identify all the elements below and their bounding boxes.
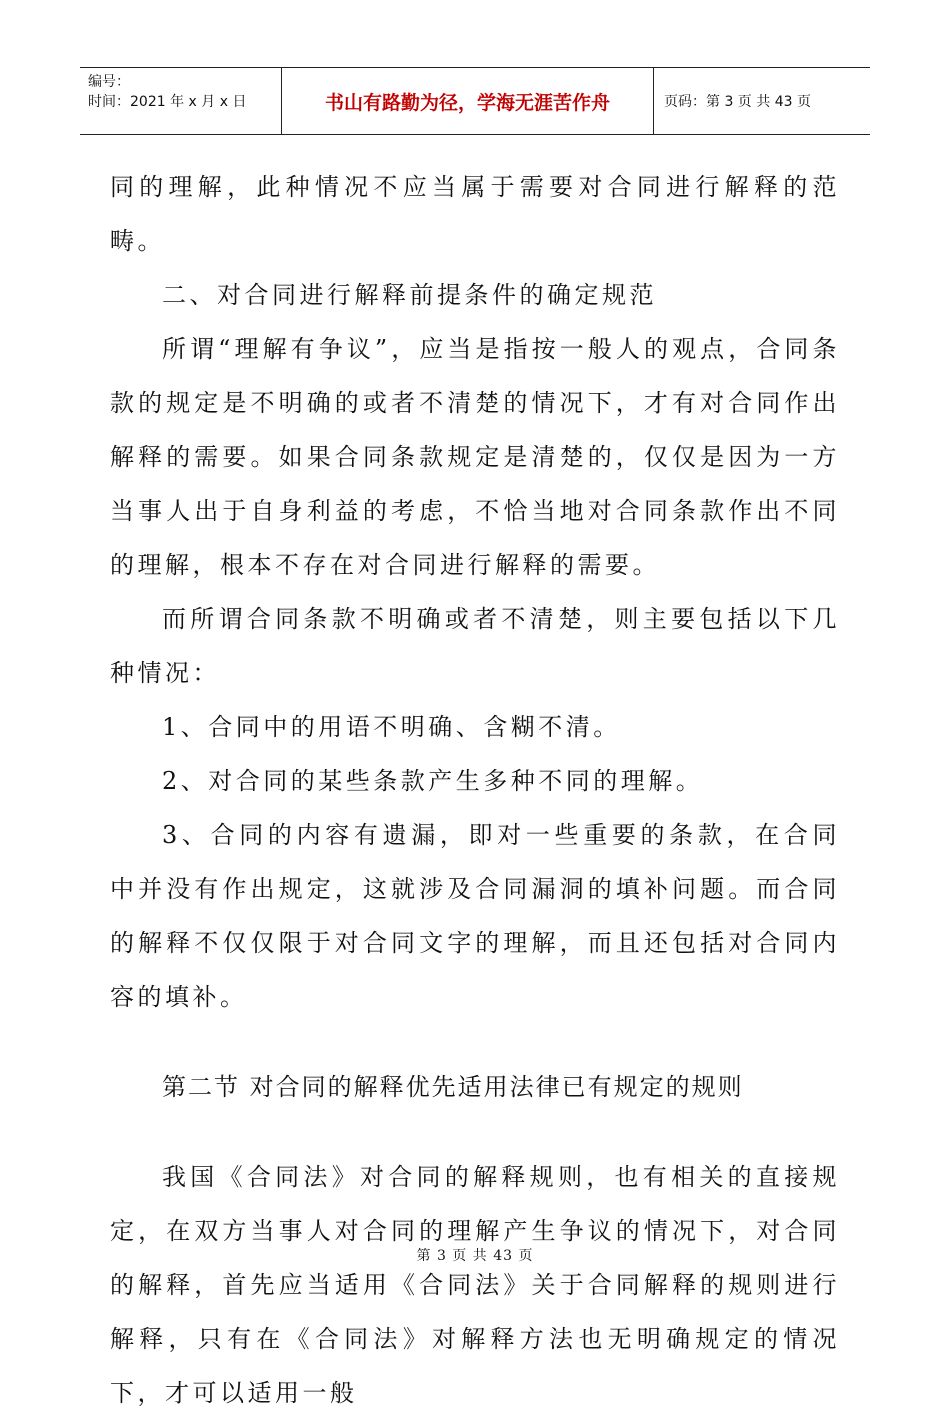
- spacer: [110, 1024, 840, 1060]
- header-motto: 书山有路勤为径，学海无涯苦作舟: [282, 68, 654, 134]
- page-header: [80, 67, 870, 135]
- spacer: [110, 1114, 840, 1150]
- document-number: 编号：: [88, 74, 130, 90]
- header-page-info: 页码：第 3 页 共 43 页: [664, 94, 811, 110]
- section-title: 第二节 对合同的解释优先适用法律已有规定的规则: [162, 1073, 744, 1101]
- page-footer: 第 3 页 共 43 页: [416, 1248, 534, 1264]
- paragraph-unclear-cases-intro: 而所谓合同条款不明确或者不清楚，则主要包括以下几种情况：: [110, 605, 840, 687]
- list-item-2: 2、对合同的某些条款产生多种不同的理解。: [162, 767, 704, 795]
- header-meta-cell: [80, 68, 282, 134]
- list-item-3: 3、合同的内容有遗漏，即对一些重要的条款，在合同中并没有作出规定，这就涉及合同漏洞的填补问题。而合同的解释不仅仅限于对合同文字的理解，而且还包括对合同内容的填补。: [110, 821, 840, 1011]
- document-date: 时间：2021 年 x 月 x 日: [88, 94, 247, 110]
- subheading-prerequisite: 二、对合同进行解释前提条件的确定规范: [162, 281, 657, 309]
- list-item-1: 1、合同中的用语不明确、含糊不清。: [162, 713, 621, 741]
- paragraph-continuation: 同的理解，此种情况不应当属于需要对合同进行解释的范畴。: [110, 173, 840, 255]
- paragraph-contract-law: 我国《合同法》对合同的解释规则，也有相关的直接规定，在双方当事人对合同的理解产生争议的情况下，对合同的解释，首先应当适用《合同法》关于合同解释的规则进行解释，只有在《合同法》对解释方法也无明确规定的情况下，才可以适用一般: [110, 1163, 840, 1407]
- document-body: [110, 160, 840, 1420]
- paragraph-dispute-definition: 所谓“理解有争议”，应当是指按一般人的观点，合同条款的规定是不明确的或者不清楚的情况下，才有对合同作出解释的需要。如果合同条款规定是清楚的，仅仅是因为一方当事人出于自身利益的考虑，不恰当地对合同条款作出不同的理解，根本不存在对合同进行解释的需要。: [110, 335, 840, 579]
